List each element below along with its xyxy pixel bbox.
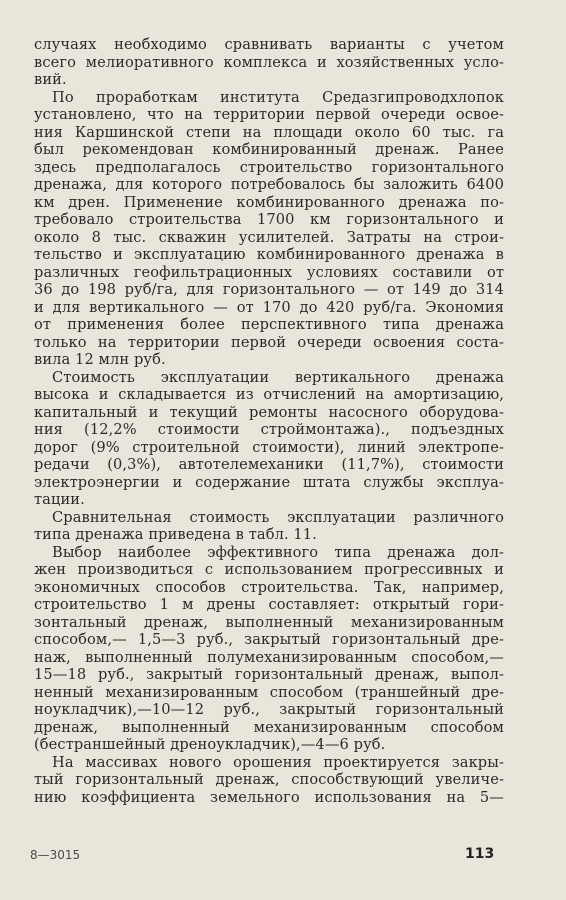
text-line: наж, выполненный полумеханизированным способом,— [34,648,504,666]
text-line: различных геофильтрационных условиях составили от [34,263,504,281]
text-line: ния Каршинской степи на площади около 60 тыс. га [34,123,504,141]
text-line: способом,— 1,5—3 руб., закрытый горизонтальный дре- [34,631,504,648]
text-line: тации. [34,491,85,508]
text-line: от применения более перспективного типа дренажа [34,316,504,333]
text-line: здесь предполагалось строительство горизонтального [34,158,504,176]
printer-signature: 8—3015 [30,848,81,862]
text-line: нию коэффициента земельного использования на 5— [34,788,504,806]
text-line: вий. [34,71,67,88]
text-line: всего мелиоративного комплекса и хозяйственных усло- [34,53,504,71]
page-number: 113 [465,846,495,862]
text-line: только на территории первой очереди освоения соста- [34,333,504,351]
text-line: дорог (9% строительной стоимости), линий электропе- [34,438,504,456]
text-line: вила 12 млн руб. [34,351,166,368]
text-line: установлено, что на территории первой очереди освое- [34,106,504,123]
text-line: зонтальный дренаж, выполненный механизированным [34,613,504,631]
text-line: тый горизонтальный дренаж, способствующий увеличе- [34,771,504,788]
text-line: На массивах нового орошения проектируется закры- [52,753,504,771]
text-line: экономичных способов строительства. Так, например, [34,578,504,596]
text-line: строительство 1 м дрены составляет: открытый гори- [34,596,504,613]
text-line: км дрен. Применение комбинированного дренажа по- [34,193,504,211]
text-line: 15—18 руб., закрытый горизонтальный дренаж, выпол- [34,666,504,683]
text-line: был рекомендован комбинированный дренаж. Ранее [34,141,504,158]
text-line: дренаж, выполненный механизированным способом [34,718,504,736]
text-line: (бестраншейный дреноукладчик),—4—6 руб. [34,736,386,753]
text-line: ненный механизированным способом (траншейный дре- [34,683,504,701]
text-line: ния (12,2% стоимости строймонтажа)., подъездных [34,421,504,438]
text-line: редачи (0,3%), автотелемеханики (11,7%), стоимости [34,456,504,473]
text-line: капитальный и текущий ремонты насосного оборудова- [34,403,504,421]
text-line: высока и складывается из отчислений на амортизацию, [34,386,504,403]
text-line: 36 до 198 руб/га, для горизонтального — от 149 до 314 [34,281,504,298]
text-line: около 8 тыс. скважин усилителей. Затраты на строи- [34,228,504,246]
text-line: типа дренажа приведена в табл. 11. [34,526,317,543]
text-line: Стоимость эксплуатации вертикального дренажа [52,368,504,386]
text-line: требовало строительства 1700 км горизонтального и [34,211,504,228]
text-line: тельство и эксплуатацию комбинированного дренажа в [34,246,504,263]
text-line: и для вертикального — от 170 до 420 руб/га. Экономия [34,298,504,316]
text-line: дренажа, для которого потребовалось бы заложить 6400 [34,176,504,193]
text-line: жен производиться с использованием прогрессивных и [34,561,504,578]
body-text [34,36,504,806]
text-line: электроэнергии и содержание штата службы эксплуа- [34,473,504,491]
text-line: случаях необходимо сравнивать варианты с учетом [34,36,504,53]
text-line: ноукладчик),—10—12 руб., закрытый горизонтальный [34,701,504,718]
text-line: По проработкам института Средазгипроводхлопок [52,88,504,106]
text-line: Сравнительная стоимость эксплуатации различного [52,508,504,526]
text-line: Выбор наиболее эффективного типа дренажа дол- [52,543,504,561]
